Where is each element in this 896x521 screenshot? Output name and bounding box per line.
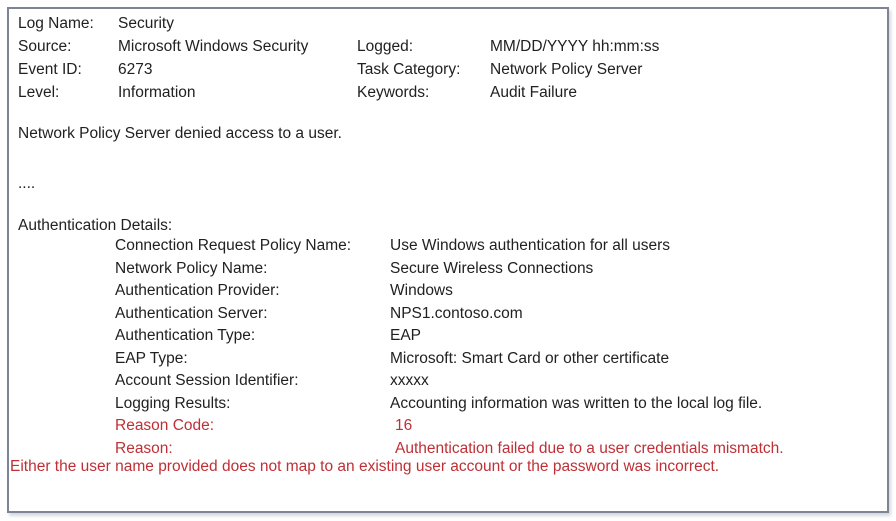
detail-label: Connection Request Policy Name: xyxy=(115,237,352,254)
detail-value: EAP xyxy=(390,327,422,344)
header-value-log-name: Security xyxy=(118,15,174,32)
detail-value: xxxxx xyxy=(390,372,429,389)
event-log-panel xyxy=(7,7,889,513)
detail-row-authentication-server xyxy=(18,303,887,326)
header-value-level: Information xyxy=(118,84,196,101)
header-empty-cell xyxy=(490,12,887,35)
detail-value: Accounting information was written to the local log file. xyxy=(390,394,763,412)
header-value-event-id: 6273 xyxy=(118,61,153,78)
detail-value: Use Windows authentication for all users xyxy=(390,237,670,254)
detail-label: Network Policy Name: xyxy=(115,259,268,277)
header-value-task-category: Network Policy Server xyxy=(490,61,643,78)
detail-label: EAP Type: xyxy=(115,349,188,367)
detail-label: Authentication Server: xyxy=(115,304,268,322)
detail-row-logging-results xyxy=(18,393,887,416)
authentication-details-list xyxy=(18,235,887,460)
detail-row-reason-code xyxy=(18,415,887,438)
detail-value: Secure Wireless Connections xyxy=(390,259,594,277)
detail-row-account-session-identifier xyxy=(18,370,887,393)
detail-label: Authentication Type: xyxy=(115,327,256,344)
detail-label: Authentication Provider: xyxy=(115,282,280,299)
header-label-keywords: Keywords: xyxy=(357,84,430,101)
header-value-logged: MM/DD/YYYY hh:mm:ss xyxy=(490,38,660,55)
detail-row-authentication-provider xyxy=(18,280,887,303)
authentication-details-heading: Authentication Details: xyxy=(18,217,173,234)
header-empty-cell xyxy=(357,12,490,35)
reason-detail-text: Either the user name provided does not map to an existing user account or the password was incorrect. xyxy=(10,458,720,475)
header-label-task-category: Task Category: xyxy=(357,61,461,78)
detail-row-authentication-type xyxy=(18,325,887,348)
detail-row-connection-request-policy-name xyxy=(18,235,887,258)
detail-label: Reason: xyxy=(115,439,173,457)
header-label-level: Level: xyxy=(18,84,60,101)
detail-value: Microsoft: Smart Card or other certificate xyxy=(390,349,670,367)
detail-row-eap-type xyxy=(18,348,887,371)
header-value-source: Microsoft Windows Security xyxy=(118,38,309,55)
header-label-event-id: Event ID: xyxy=(18,61,82,78)
omitted-text-ellipsis: .... xyxy=(18,175,36,192)
event-header xyxy=(18,12,887,104)
detail-label: Reason Code: xyxy=(115,417,215,434)
event-description: Network Policy Server denied access to a user. xyxy=(18,125,342,142)
header-value-keywords: Audit Failure xyxy=(490,84,578,101)
detail-value: 16 xyxy=(395,417,413,434)
header-label-log-name: Log Name: xyxy=(18,15,94,32)
detail-row-network-policy-name xyxy=(18,258,887,281)
header-label-source: Source: xyxy=(18,38,72,55)
detail-label: Account Session Identifier: xyxy=(115,372,299,389)
detail-label: Logging Results: xyxy=(115,394,231,412)
detail-value: Authentication failed due to a user credentials mismatch. xyxy=(395,439,784,457)
header-label-logged: Logged: xyxy=(357,38,414,55)
detail-value: NPS1.contoso.com xyxy=(390,304,523,322)
detail-value: Windows xyxy=(390,282,453,299)
